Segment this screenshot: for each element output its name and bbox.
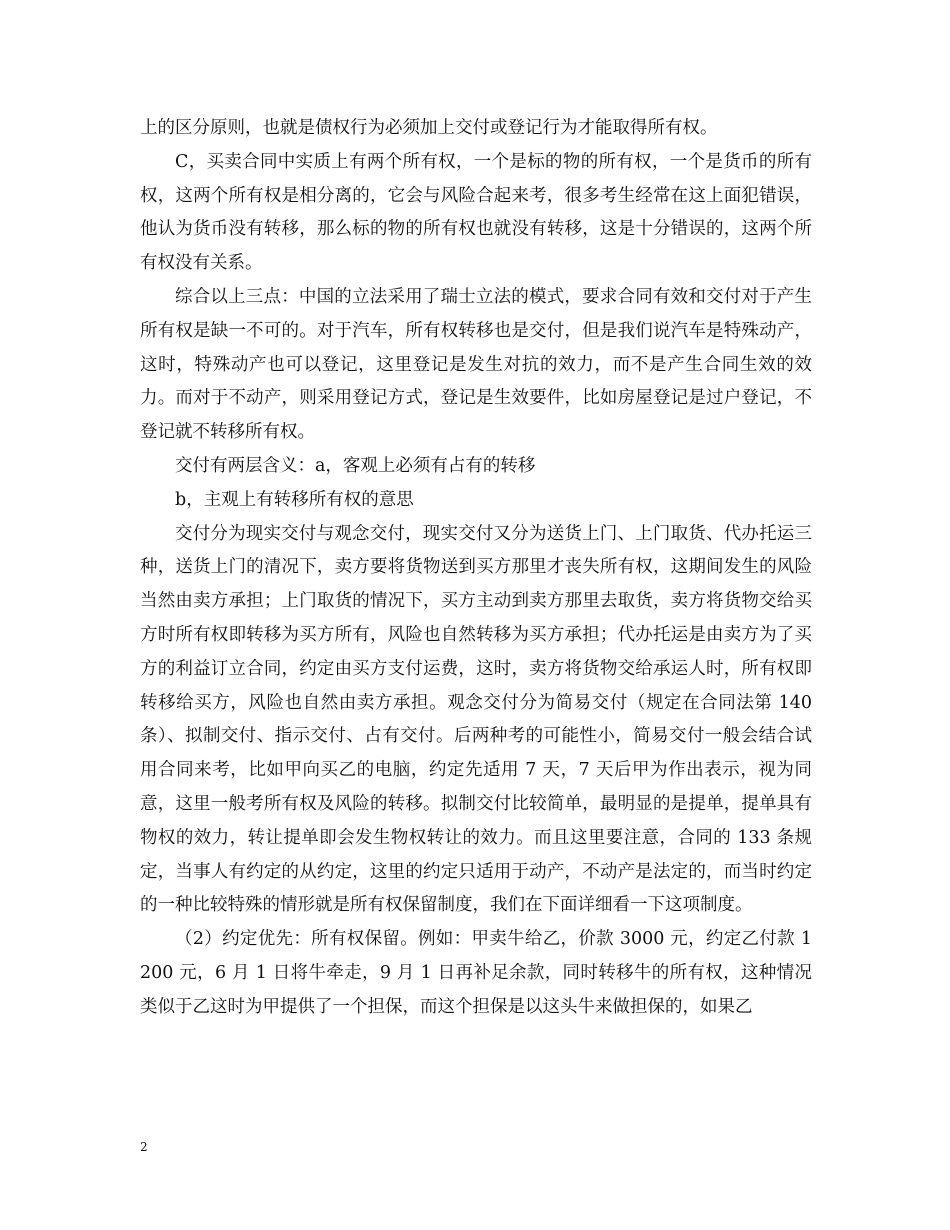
document-body xyxy=(140,112,812,1025)
paragraph: 综合以上三点：中国的立法采用了瑞士立法的模式，要求合同有效和交付对于产生所有权是缺一不可的。对于汽车，所有权转移也是交付，但是我们说汽车是特殊动产，这时，特殊动产也可以登记，这里登记是发生对抗的效力，而不是产生合同生效的效力。而对于不动产，则采用登记方式，登记是生效要件，比如房屋登记是过户登记，不登记就不转移所有权。 xyxy=(140,286,812,443)
paragraph: 上的区分原则，也就是债权行为必须加上交付或登记行为才能取得所有权。 xyxy=(140,118,718,138)
page-number: 2 xyxy=(140,1140,148,1154)
paragraph: 交付分为现实交付与观念交付，现实交付又分为送货上门、上门取货、代办托运三种，送货上门的清况下，卖方要将货物送到买方那里才丧失所有权，这期间发生的风险当然由卖方承担；上门取货的情况下，买方主动到卖方那里去取货，卖方将货物交给买方时所有权即转移为买方所有，风险也自然转移为买方承担；代办托运是由卖方为了买方的利益订立合同，约定由买方支付运费，这时，卖方将货物交给承运人时，所有权即转移给买方，风险也自然由卖方承担。观念交付分为简易交付（规定在合同法第 140 条）、拟制交付、指示交付、占有交付。后两种考的可能性小，简易交付一般会结合试用合同来考，比如甲向买乙的电脑，约定先适用 7 天，7 天后甲为作出表示，视为同意，这里一般考所有权及风险的转移。拟制交付比较简单，最明显的是提单，提单具有物权的效力，转让提单即会发生物权转让的效力。而且这里要注意，合同的 133 条规定，当事人有约定的从约定，这里的约定只适用于动产，不动产是法定的，而当时约定的一种比较特殊的情形就是所有权保留制度，我们在下面详细看一下这项制度。 xyxy=(140,523,812,916)
paragraph: b，主观上有转移所有权的意思 xyxy=(175,489,414,510)
paragraph: 交付有两层含义：a，客观上必须有占有的转移 xyxy=(175,455,536,476)
paragraph: C，买卖合同中实质上有两个所有权，一个是标的物的所有权，一个是货币的所有权，这两个所有权是相分离的，它会与风险合起来考，很多考生经常在这上面犯错误，他认为货币没有转移，那么标的物的所有权也就没有转移，这是十分错误的，这两个所有权没有关系。 xyxy=(140,151,812,274)
paragraph: （2）约定优先：所有权保留。例如：甲卖牛给乙，价款 3000 元，约定乙付款 1200 元，6 月 1 日将牛牵走，9 月 1 日再补足余款，同时转移牛的所有权，这种情况类似于乙这时为甲提供了一个担保，而这个担保是以这头牛来做担保的，如果乙 xyxy=(140,929,812,1017)
